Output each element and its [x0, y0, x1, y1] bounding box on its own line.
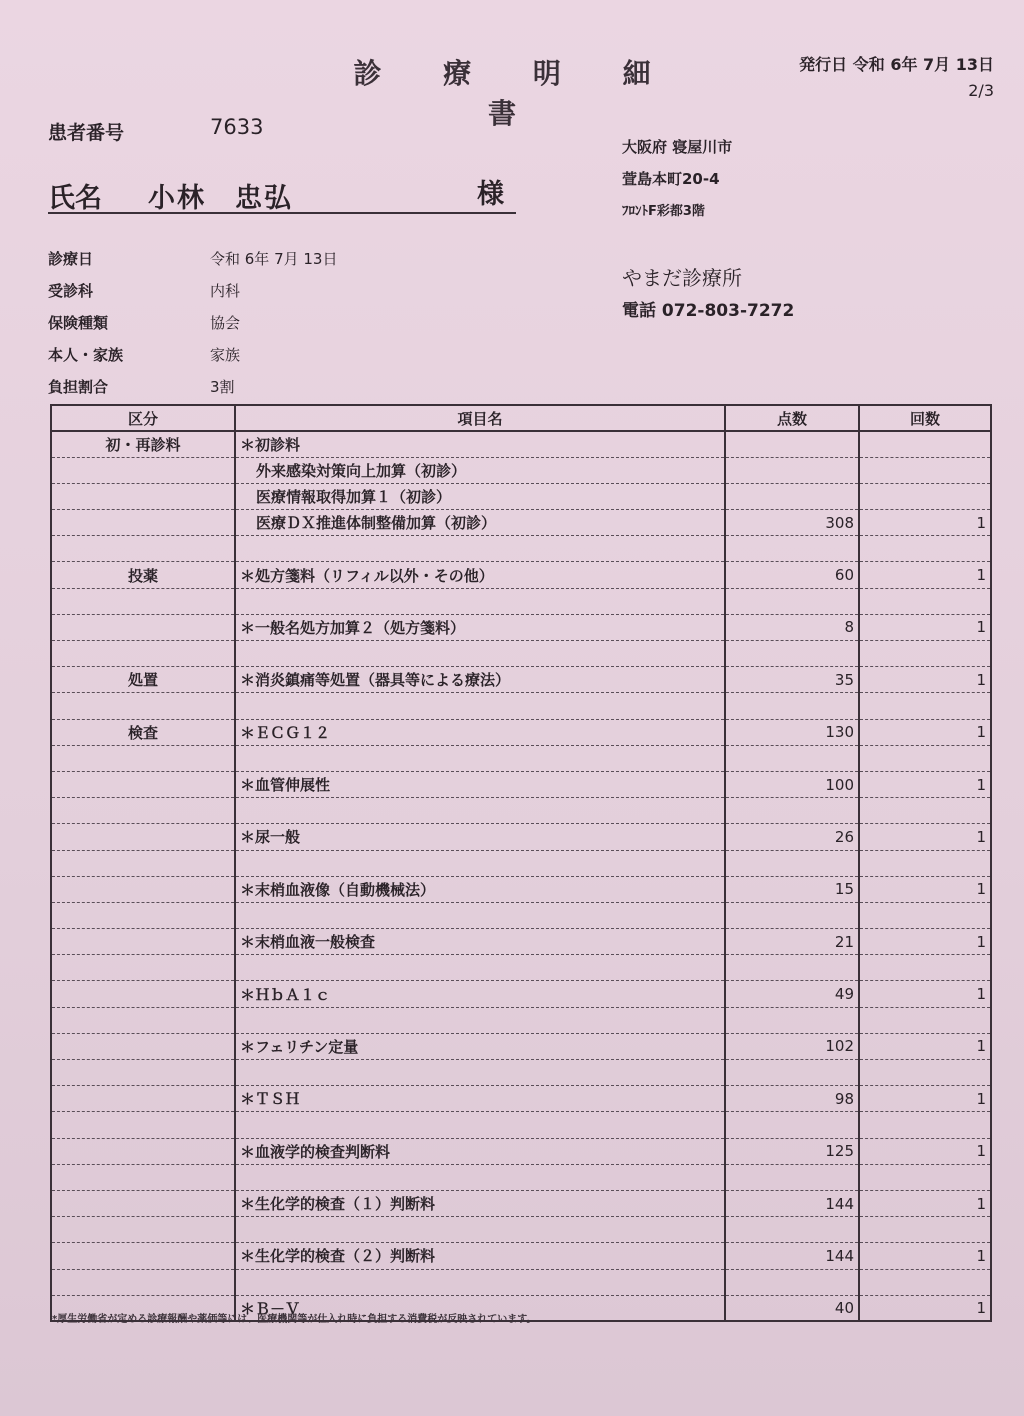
table-row: [51, 483, 991, 509]
item-cell: [235, 1217, 725, 1243]
header-item: 項目名: [235, 405, 725, 431]
count-cell: [859, 798, 991, 824]
item-cell: [235, 1164, 725, 1190]
category-cell: [51, 693, 235, 719]
document-title: 診 療 明 細 書: [353, 57, 677, 130]
count-cell: 1: [859, 929, 991, 955]
category-cell: [51, 745, 235, 771]
category-cell: [51, 536, 235, 562]
table-row: [51, 824, 991, 850]
table-row: [51, 955, 991, 981]
patient-name-label: 氏名: [48, 183, 102, 214]
points-cell: [725, 1112, 859, 1138]
clinic-address-line2: 萱島本町20-4: [622, 170, 720, 188]
category-cell: [51, 798, 235, 824]
count-cell: [859, 850, 991, 876]
count-cell: 1: [859, 771, 991, 797]
item-cell: 医療ＤＸ推進体制整備加算（初診）: [235, 510, 725, 536]
points-cell: [725, 431, 859, 457]
category-cell: [51, 588, 235, 614]
points-cell: [725, 1217, 859, 1243]
clinic-phone: 電話 072-803-7272: [622, 301, 795, 321]
table-row: [51, 641, 991, 667]
table-row: [51, 693, 991, 719]
category-cell: [51, 876, 235, 902]
page-number: 2/3: [968, 81, 994, 100]
points-cell: [725, 1007, 859, 1033]
item-cell: [235, 850, 725, 876]
points-cell: [725, 902, 859, 928]
header-count: 回数: [859, 405, 991, 431]
table-row: [51, 745, 991, 771]
points-cell: 8: [725, 614, 859, 640]
points-cell: [725, 1060, 859, 1086]
points-cell: 144: [725, 1190, 859, 1216]
table-row: [51, 850, 991, 876]
points-cell: 26: [725, 824, 859, 850]
info-row: [48, 344, 448, 376]
info-value: 内科: [210, 282, 241, 300]
points-cell: 49: [725, 981, 859, 1007]
category-cell: [51, 824, 235, 850]
item-cell: ＊フェリチン定量: [235, 1033, 725, 1059]
count-cell: [859, 588, 991, 614]
points-cell: 98: [725, 1086, 859, 1112]
patient-name: 小林 忠弘: [148, 183, 293, 214]
points-cell: [725, 850, 859, 876]
points-cell: 15: [725, 876, 859, 902]
category-cell: [51, 641, 235, 667]
points-cell: 40: [725, 1295, 859, 1321]
count-cell: [859, 1164, 991, 1190]
count-cell: [859, 745, 991, 771]
info-row: [48, 312, 448, 344]
category-cell: 処置: [51, 667, 235, 693]
category-cell: 投薬: [51, 562, 235, 588]
item-cell: [235, 1007, 725, 1033]
points-cell: 60: [725, 562, 859, 588]
item-cell: [235, 745, 725, 771]
table-row: [51, 1138, 991, 1164]
issue-date-label: 発行日: [799, 55, 848, 74]
table-row: [51, 1086, 991, 1112]
table-row: [51, 719, 991, 745]
count-cell: 1: [859, 1033, 991, 1059]
count-cell: 1: [859, 614, 991, 640]
clinic-block: [622, 136, 794, 321]
header-category: 区分: [51, 405, 235, 431]
table-row: [51, 588, 991, 614]
table-row: [51, 876, 991, 902]
category-cell: [51, 902, 235, 928]
points-cell: [725, 693, 859, 719]
info-value: 家族: [210, 346, 241, 364]
item-cell: ＊血管伸展性: [235, 771, 725, 797]
item-cell: ＊ＥＣＧ１２: [235, 719, 725, 745]
item-cell: ＊生化学的検査（１）判断料: [235, 1190, 725, 1216]
table-row: [51, 1007, 991, 1033]
category-cell: [51, 955, 235, 981]
table-row: [51, 1269, 991, 1295]
patient-id: 7633: [210, 115, 264, 139]
points-cell: [725, 955, 859, 981]
table-body: [51, 431, 991, 1321]
item-cell: ＊生化学的検査（２）判断料: [235, 1243, 725, 1269]
item-cell: ＊ＴＳＨ: [235, 1086, 725, 1112]
category-cell: [51, 850, 235, 876]
info-value: 令和 6年 7月 13日: [210, 250, 338, 268]
category-cell: [51, 771, 235, 797]
table-row: [51, 562, 991, 588]
count-cell: 1: [859, 876, 991, 902]
patient-name-row: [48, 170, 516, 214]
table-row: [51, 1060, 991, 1086]
header-points: 点数: [725, 405, 859, 431]
count-cell: 1: [859, 1086, 991, 1112]
table-row: [51, 929, 991, 955]
issue-block: [799, 52, 994, 104]
table-row: [51, 1217, 991, 1243]
points-cell: 21: [725, 929, 859, 955]
info-label: 負担割合: [48, 378, 109, 396]
table-row: [51, 1112, 991, 1138]
count-cell: [859, 536, 991, 562]
category-cell: [51, 1112, 235, 1138]
category-cell: [51, 1269, 235, 1295]
patient-id-label: 患者番号: [48, 122, 125, 144]
category-cell: 初・再診料: [51, 431, 235, 457]
points-cell: [725, 1164, 859, 1190]
table-row: [51, 1190, 991, 1216]
points-cell: 308: [725, 510, 859, 536]
count-cell: 1: [859, 667, 991, 693]
table-row: [51, 431, 991, 457]
points-cell: 125: [725, 1138, 859, 1164]
count-cell: 1: [859, 1295, 991, 1321]
category-cell: 検査: [51, 719, 235, 745]
item-cell: ＊末梢血液一般検査: [235, 929, 725, 955]
item-cell: ＊処方箋料（リフィル以外・その他）: [235, 562, 725, 588]
points-cell: [725, 641, 859, 667]
points-cell: [725, 457, 859, 483]
item-cell: [235, 641, 725, 667]
category-cell: [51, 614, 235, 640]
info-label: 保険種類: [48, 314, 109, 332]
item-cell: [235, 1269, 725, 1295]
clinic-address-line3: ﾌﾛﾝﾄF彩都3階: [622, 204, 705, 219]
count-cell: 1: [859, 981, 991, 1007]
count-cell: 1: [859, 824, 991, 850]
info-label: 受診科: [48, 282, 94, 300]
points-cell: [725, 536, 859, 562]
category-cell: [51, 1138, 235, 1164]
item-cell: 医療情報取得加算１（初診）: [235, 483, 725, 509]
count-cell: 1: [859, 562, 991, 588]
category-cell: [51, 1086, 235, 1112]
points-cell: [725, 483, 859, 509]
table-row: [51, 902, 991, 928]
honorific: 様: [477, 179, 504, 210]
table-row: [51, 1243, 991, 1269]
item-cell: [235, 1112, 725, 1138]
points-cell: [725, 1269, 859, 1295]
points-cell: [725, 798, 859, 824]
category-cell: [51, 1007, 235, 1033]
category-cell: [51, 1033, 235, 1059]
count-cell: [859, 641, 991, 667]
category-cell: [51, 457, 235, 483]
count-cell: [859, 1217, 991, 1243]
info-row: [48, 248, 448, 280]
category-cell: [51, 1164, 235, 1190]
table-row: [51, 510, 991, 536]
visit-info: [48, 248, 448, 408]
category-cell: [51, 1217, 235, 1243]
count-cell: [859, 431, 991, 457]
clinic-address-line1: 大阪府 寝屋川市: [622, 138, 733, 156]
count-cell: [859, 1112, 991, 1138]
count-cell: [859, 1269, 991, 1295]
item-cell: ＊初診料: [235, 431, 725, 457]
clinic-name: やまだ診療所: [622, 266, 742, 290]
table-row: [51, 1164, 991, 1190]
category-cell: [51, 1060, 235, 1086]
count-cell: [859, 483, 991, 509]
table-row: [51, 1033, 991, 1059]
table-header-row: [51, 405, 991, 431]
item-cell: ＊血液学的検査判断料: [235, 1138, 725, 1164]
items-table: [50, 404, 992, 1322]
points-cell: 102: [725, 1033, 859, 1059]
table-row: [51, 981, 991, 1007]
count-cell: [859, 902, 991, 928]
info-label: 本人・家族: [48, 346, 124, 364]
footnote: *厚生労働省が定める診療報酬や薬価等には、医療機関等が仕入れ時に負担する消費税が反映されています。: [52, 1314, 537, 1325]
count-cell: 1: [859, 1138, 991, 1164]
item-cell: ＊Ｂ－Ｖ: [235, 1295, 725, 1321]
points-cell: 144: [725, 1243, 859, 1269]
count-cell: [859, 955, 991, 981]
info-row: [48, 280, 448, 312]
info-label: 診療日: [48, 250, 94, 268]
points-cell: [725, 745, 859, 771]
item-cell: ＊消炎鎮痛等処置（器具等による療法）: [235, 667, 725, 693]
points-cell: [725, 588, 859, 614]
count-cell: 1: [859, 719, 991, 745]
category-cell: [51, 981, 235, 1007]
table-row: [51, 614, 991, 640]
issue-date: 令和 6年 7月 13日: [852, 55, 994, 74]
count-cell: 1: [859, 510, 991, 536]
item-cell: ＊ＨｂＡ１ｃ: [235, 981, 725, 1007]
issue-date-line: [799, 52, 994, 78]
table-row: [51, 667, 991, 693]
info-value: 3割: [210, 378, 235, 396]
item-cell: ＊末梢血液像（自動機械法）: [235, 876, 725, 902]
table-row: [51, 457, 991, 483]
item-cell: [235, 955, 725, 981]
count-cell: 1: [859, 1243, 991, 1269]
item-cell: [235, 1060, 725, 1086]
points-cell: 35: [725, 667, 859, 693]
count-cell: [859, 1060, 991, 1086]
item-cell: ＊尿一般: [235, 824, 725, 850]
item-cell: [235, 798, 725, 824]
points-cell: 130: [725, 719, 859, 745]
table-row: [51, 536, 991, 562]
table-row: [51, 798, 991, 824]
count-cell: 1: [859, 1190, 991, 1216]
category-cell: [51, 483, 235, 509]
count-cell: [859, 457, 991, 483]
item-cell: [235, 536, 725, 562]
item-cell: [235, 588, 725, 614]
points-cell: 100: [725, 771, 859, 797]
count-cell: [859, 693, 991, 719]
category-cell: [51, 929, 235, 955]
item-cell: [235, 902, 725, 928]
item-cell: ＊一般名処方加算２（処方箋料）: [235, 614, 725, 640]
category-cell: [51, 1190, 235, 1216]
category-cell: [51, 510, 235, 536]
item-cell: 外来感染対策向上加算（初診）: [235, 457, 725, 483]
table-row: [51, 771, 991, 797]
category-cell: [51, 1243, 235, 1269]
item-cell: [235, 693, 725, 719]
count-cell: [859, 1007, 991, 1033]
info-value: 協会: [210, 314, 241, 332]
